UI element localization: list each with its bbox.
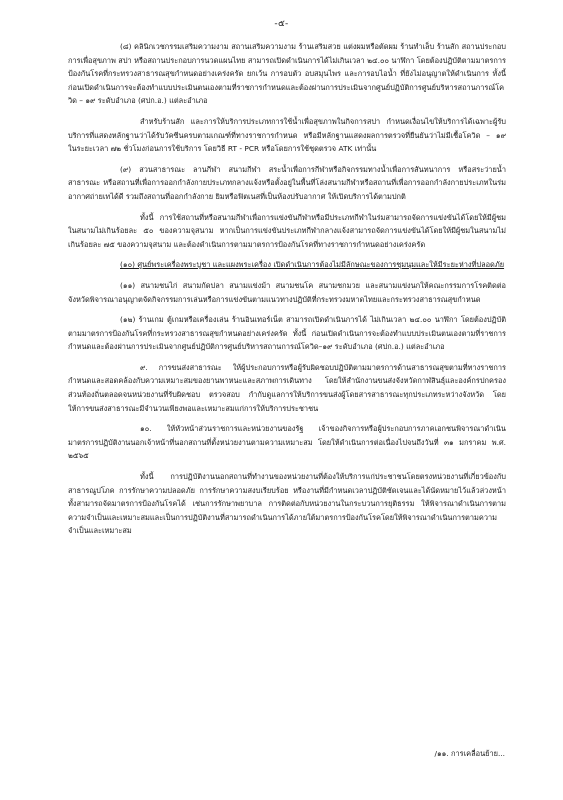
document-body	[68, 40, 506, 545]
section-10-work-from-home: ๑๐. ให้หัวหน้าส่วนราชการและหน่วยงานของรัฐ เจ้าของกิจการหรือผู้ประกอบการภาคเอกชนพิจารณาดำเนินมาตรการปฏิบัติงานนอกเจ้าหน้าที่นอกสถานที่ตั้งหน่วยงานตามความเหมาะสม โดยให้ดำเนินการต่อเนื่องไปจนถึงวันที่ ๓๑ มกราคม พ.ศ. ๒๕๖๕	[68, 424, 506, 461]
page-number: -๕-	[274, 19, 289, 29]
paragraph-sports-audience: ทั้งนี้ การใช้สถานที่หรือสนามกีฬาเพื่อการแข่งขันกีฬาหรือมีประเภทกีฬาในร่มสามารถจัดการแข่งขันได้โดยให้มีผู้ชมในสนามไม่เกินร้อยละ ๕๐ ของความจุสนาม หากเป็นการแข่งขันประเภทกีฬากลางแจ้งสามารถจัดการแข่งขันได้โดยให้มีผู้ชมในสนามไม่เกินร้อยละ ๗๕ ของความจุสนาม และต้องดำเนินการตามมาตรการป้องกันโรคที่ทางราชการกำหนดอย่างเคร่งครัด	[68, 212, 506, 249]
paragraph-11: (๑๑) สนามชนไก่ สนามกัดปลา สนามแข่งม้า สนามชนโค สนามชกมวย และสนามแข่งนกให้คณะกรรมการโรคติดต่อจังหวัดพิจารณาอนุญาตจัดกิจกรรมการเล่นหรือการแข่งขันตามแนวทางปฏิบัติที่กระทรวงมหาดไทยและกระทรวงสาธารณสุขกำหนด	[68, 280, 506, 304]
paragraph-work-exceptions: ทั้งนี้ การปฏิบัติงานนอกสถานที่ทำงานของหน่วยงานที่ต้องให้บริการแก่ประชาชนโดยตรงหน่วยงานที่เกี่ยวข้องกับสาธารณูปโภค การรักษาความปลอดภัย การรักษาความสงบเรียบร้อย หรืองานที่มีกำหนดเวลาปฏิบัติชัดเจนและได้นัดหมายไว้แล้วล่วงหน้า ทั้งสามารถจัดมาตรการป้องกันโรคได้ เช่นการรักษาพยาบาล การติดต่อกับหน่วยงานในกระบวนการยุติธรรม ให้พิจารณาดำเนินการตามความจำเป็นและเหมาะสมและเป็นการปฏิบัติงานที่สามารถดำเนินการได้ภายใต้มาตรการป้องกันโรคโดยให้พิจารณาดำเนินการตามความจำเป็นและเหมาะสม	[68, 472, 506, 536]
continuation-note: /๑๑. การเคลื่อนย้าย...	[434, 749, 505, 758]
section-9-public-transport: ๙. การขนส่งสาธารณะ ให้ผู้ประกอบการหรือผู้รับผิดชอบปฏิบัติตามมาตรการด้านสาธารณสุขตามที่ทางราชการกำหนดและสอดคล้องกับความเหมาะสมของยานพาหนะและสภาพการเดินทาง โดยให้สำนักงานขนส่งจังหวัดกาฬสินธุ์และองค์กรปกครองส่วนท้องถิ่นตลอดจนหน่วยงานที่รับผิดชอบ ตรวจสอบ กำกับดูแลการให้บริการขนส่งผู้โดยสารสาธารณะทุกประเภทระหว่างจังหวัด โดยให้การขนส่งสาธารณะมีจำนวนเพียงพอและเหมาะสมแก่การให้บริการประชาชน	[68, 362, 506, 413]
paragraph-8: (๘) คลินิกเวชกรรมเสริมความงาม สถานเสริมความงาม ร้านเสริมสวย แต่งผมหรือตัดผม ร้านทำเล็บ ร้านสัก สถานประกอบการเพื่อสุขภาพ สปา หรือสถานประกอบการนวดแผนไทย สามารถเปิดดำเนินการได้ไม่เกินเวลา ๒๔.๐๐ นาฬิกา โดยต้องปฏิบัติตามมาตรการป้องกันโรคที่กระทรวงสาธารณสุขกำหนดอย่างเคร่งครัด ยกเว้น การอบตัว อบสมุนไพร และการอบไอน้ำ ที่ยังไม่อนุญาตให้ดำเนินการ ทั้งนี้ ก่อนเปิดดำเนินการจะต้องทำแบบประเมินตนเองตามที่ราชการกำหนดและต้องผ่านการประเมินจากศูนย์ปฏิบัติการศูนย์บริหารสถานการณ์โควิด – ๑๙ ระดับอำเภอ (ศปก.อ.) แต่ละอำเภอ	[68, 42, 506, 106]
paragraph-12: (๑๒) ร้านเกม ตู้เกมหรือเครื่องเล่น ร้านอินเทอร์เน็ต สามารถเปิดดำเนินการได้ ไม่เกินเวลา ๒๔.๐๐ นาฬิกา โดยต้องปฏิบัติตามมาตรการป้องกันโรคที่กระทรวงสาธารณสุขกำหนดอย่างเคร่งครัด ทั้งนี้ ก่อนเปิดดำเนินการจะต้องทำแบบประเมินตนเองตามที่ราชการกำหนดและต้องผ่านการประเมินจากศูนย์ปฏิบัติการศูนย์บริหารสถานการณ์โควิด–๑๙ ระดับอำเภอ (ศปก.อ.) แต่ละอำเภอ	[68, 315, 506, 352]
paragraph-tattoo-spa: สำหรับร้านสัก และการให้บริการประเภทการใช้น้ำเพื่อสุขภาพในกิจการสปา กำหนดเงื่อนไขให้บริการได้เฉพาะผู้รับบริการที่แสดงหลักฐานว่าได้รับวัคซีนครบตามเกณฑ์ที่ทางราชการกำหนด หรือมีหลักฐานแสดงผลการตรวจที่ยืนยันว่าไม่มีเชื้อโควิด – ๑๙ ในระยะเวลา ๗๒ ชั่วโมงก่อนการใช้บริการ โดยวิธี RT - PCR หรือโดยการใช้ชุดตรวจ ATK เท่านั้น	[68, 116, 506, 154]
paragraph-10: (๑๐) ศูนย์พระเครื่องพระบูชา และแผงพระเครื่อง เปิดดำเนินการต้องไม่มีลักษณะของการชุมนุมและให้มีระยะห่างที่ปลอดภัย	[120, 260, 505, 270]
paragraph-9: (๙) สวนสาธารณะ ลานกีฬา สนามกีฬา สระน้ำเพื่อการกีฬาหรือกิจกรรมทางน้ำเพื่อการสันทนาการ หรือสระว่ายน้ำสาธารณะ หรือสถานที่เพื่อการออกกำลังกายประเภทกลางแจ้งหรือตั้งอยู่ในพื้นที่โล่งสนามกีฬาหรือสถานที่เพื่อการออกกำลังกายประเภทในร่มอากาศถ่ายเทได้ดี รวมถึงสถานที่ออกกำลังกาย ยิมหรือฟิตเนสที่เป็นห้องปรับอากาศ ให้เปิดบริการได้ตามปกติ	[68, 164, 506, 201]
